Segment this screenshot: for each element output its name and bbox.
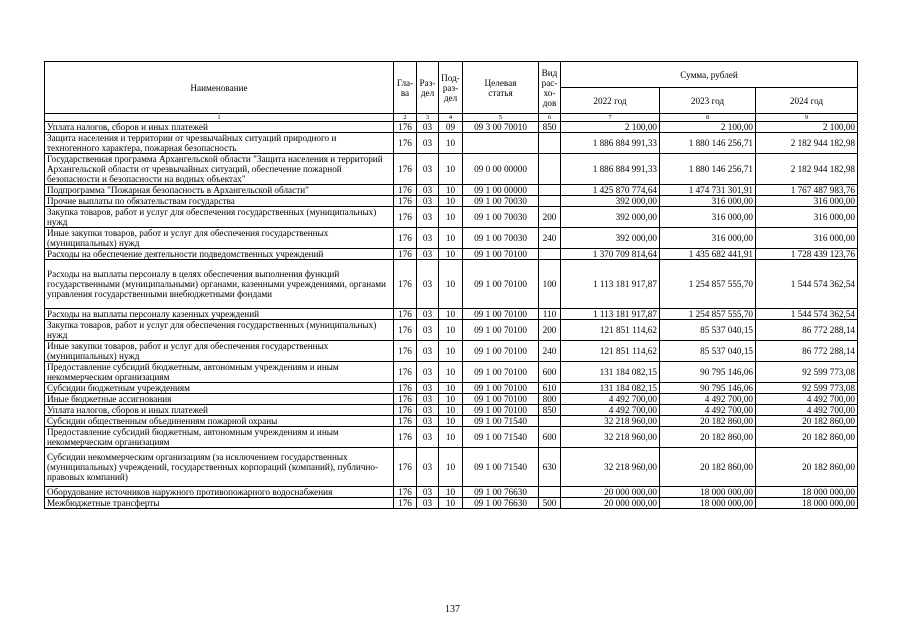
row-podrazdel: 10: [439, 133, 463, 154]
row-sum-2024: 2 182 944 182,98: [756, 133, 858, 154]
row-sum-2024: 92 599 773,08: [756, 362, 858, 383]
column-index: 2: [394, 114, 417, 122]
row-razdel: 03: [417, 260, 439, 309]
row-razdel: 03: [417, 122, 439, 133]
row-sum-2022: 392 000,00: [561, 207, 660, 228]
row-name: Расходы на обеспечение деятельности подведомственных учреждений: [45, 249, 394, 260]
row-sum-2023: 1 880 146 256,71: [660, 133, 756, 154]
row-sum-2022: 1 113 181 917,87: [561, 260, 660, 309]
row-podrazdel: 10: [439, 448, 463, 487]
row-vid: 630: [539, 448, 561, 487]
row-glava: 176: [394, 320, 417, 341]
row-name: Иные закупки товаров, работ и услуг для обеспечения государственных (муниципальных) нужд: [45, 341, 394, 362]
column-index: 8: [660, 114, 756, 122]
row-sum-2023: 316 000,00: [660, 207, 756, 228]
row-vid: 240: [539, 228, 561, 249]
row-statya: 09 1 00 70100: [463, 383, 539, 394]
row-sum-2024: 4 492 700,00: [756, 405, 858, 416]
row-razdel: 03: [417, 309, 439, 320]
row-glava: 176: [394, 383, 417, 394]
row-name: Межбюджетные трансферты: [45, 498, 394, 509]
row-glava: 176: [394, 487, 417, 498]
row-statya: 09 1 00 70030: [463, 207, 539, 228]
header-year-2022: 2022 год: [561, 88, 660, 114]
row-statya: 09 1 00 71540: [463, 416, 539, 427]
column-index: 7: [561, 114, 660, 122]
row-sum-2024: 20 182 860,00: [756, 416, 858, 427]
table-row: [45, 383, 858, 394]
row-name: Защита населения и территории от чрезвычайных ситуаций природного и техногенного характера, пожарная безопасность: [45, 133, 394, 154]
row-sum-2024: 86 772 288,14: [756, 320, 858, 341]
header-year-2023: 2023 год: [660, 88, 756, 114]
row-razdel: 03: [417, 416, 439, 427]
row-name: Расходы на выплаты персоналу в целях обеспечения выполнения функций государственными (муниципальными) органами, казенными учреждениями, органами управления государственными внебюджетными фондами: [45, 260, 394, 309]
budget-table: [44, 61, 858, 509]
row-statya: 09 1 00 76630: [463, 487, 539, 498]
row-statya: 09 1 00 70030: [463, 196, 539, 207]
column-index: 6: [539, 114, 561, 122]
row-glava: 176: [394, 196, 417, 207]
table-body: [45, 122, 858, 509]
row-vid: 800: [539, 394, 561, 405]
table-row: [45, 196, 858, 207]
row-razdel: 03: [417, 207, 439, 228]
row-glava: 176: [394, 309, 417, 320]
row-glava: 176: [394, 122, 417, 133]
row-sum-2023: 1 435 682 441,91: [660, 249, 756, 260]
row-vid: 610: [539, 383, 561, 394]
row-podrazdel: 09: [439, 122, 463, 133]
row-razdel: 03: [417, 185, 439, 196]
row-razdel: 03: [417, 341, 439, 362]
row-sum-2023: 4 492 700,00: [660, 405, 756, 416]
row-sum-2022: 32 218 960,00: [561, 448, 660, 487]
row-sum-2022: 32 218 960,00: [561, 416, 660, 427]
row-glava: 176: [394, 362, 417, 383]
row-glava: 176: [394, 427, 417, 448]
row-vid: 850: [539, 405, 561, 416]
row-podrazdel: 10: [439, 260, 463, 309]
row-glava: 176: [394, 185, 417, 196]
header-glava: Гла- ва: [394, 62, 417, 114]
row-sum-2022: 121 851 114,62: [561, 320, 660, 341]
row-glava: 176: [394, 405, 417, 416]
row-sum-2022: 1 370 709 814,64: [561, 249, 660, 260]
row-name: Уплата налогов, сборов и иных платежей: [45, 122, 394, 133]
row-sum-2022: 20 000 000,00: [561, 487, 660, 498]
row-statya: 09 1 00 71540: [463, 427, 539, 448]
row-name: Уплата налогов, сборов и иных платежей: [45, 405, 394, 416]
row-podrazdel: 10: [439, 487, 463, 498]
table-row: [45, 185, 858, 196]
row-sum-2024: 92 599 773,08: [756, 383, 858, 394]
row-sum-2023: 85 537 040,15: [660, 320, 756, 341]
row-sum-2022: 121 851 114,62: [561, 341, 660, 362]
row-sum-2023: 18 000 000,00: [660, 487, 756, 498]
row-sum-2024: 86 772 288,14: [756, 341, 858, 362]
header-year-2024: 2024 год: [756, 88, 858, 114]
table-row: [45, 228, 858, 249]
table-row: [45, 309, 858, 320]
row-sum-2024: 20 182 860,00: [756, 448, 858, 487]
row-sum-2024: 316 000,00: [756, 228, 858, 249]
row-sum-2023: 20 182 860,00: [660, 416, 756, 427]
row-glava: 176: [394, 249, 417, 260]
header-vid: Вид рас- хо- дов: [539, 62, 561, 114]
row-statya: 09 1 00 76630: [463, 498, 539, 509]
row-vid: 200: [539, 320, 561, 341]
row-sum-2024: 20 182 860,00: [756, 427, 858, 448]
row-statya: 09 1 00 70100: [463, 362, 539, 383]
column-index: 9: [756, 114, 858, 122]
row-vid: 240: [539, 341, 561, 362]
row-podrazdel: 10: [439, 207, 463, 228]
table-row: [45, 154, 858, 185]
row-sum-2024: 316 000,00: [756, 207, 858, 228]
row-razdel: 03: [417, 383, 439, 394]
row-vid: [539, 487, 561, 498]
row-vid: 100: [539, 260, 561, 309]
row-podrazdel: 10: [439, 405, 463, 416]
row-podrazdel: 10: [439, 383, 463, 394]
table-row: [45, 207, 858, 228]
row-sum-2023: 2 100,00: [660, 122, 756, 133]
row-name: Закупка товаров, работ и услуг для обеспечения государственных (муниципальных) нужд: [45, 320, 394, 341]
row-vid: [539, 133, 561, 154]
row-statya: [463, 133, 539, 154]
row-razdel: 03: [417, 427, 439, 448]
row-podrazdel: 10: [439, 427, 463, 448]
row-sum-2022: 1 886 884 991,33: [561, 133, 660, 154]
row-sum-2022: 4 492 700,00: [561, 405, 660, 416]
table-row: [45, 122, 858, 133]
row-glava: 176: [394, 448, 417, 487]
column-index: 4: [439, 114, 463, 122]
row-sum-2023: 4 492 700,00: [660, 394, 756, 405]
row-name: Предоставление субсидий бюджетным, автономным учреждениям и иным некоммерческим организациям: [45, 427, 394, 448]
row-glava: 176: [394, 498, 417, 509]
row-name: Иные бюджетные ассигнования: [45, 394, 394, 405]
table-header: [45, 62, 858, 122]
row-sum-2022: 131 184 082,15: [561, 383, 660, 394]
column-index: 1: [45, 114, 394, 122]
header-statya: Целевая статья: [463, 62, 539, 114]
row-podrazdel: 10: [439, 309, 463, 320]
row-sum-2023: 20 182 860,00: [660, 448, 756, 487]
header-name: Наименование: [45, 62, 394, 114]
row-sum-2024: 4 492 700,00: [756, 394, 858, 405]
row-podrazdel: 10: [439, 196, 463, 207]
row-sum-2023: 1 880 146 256,71: [660, 154, 756, 185]
row-sum-2023: 90 795 146,06: [660, 362, 756, 383]
row-glava: 176: [394, 207, 417, 228]
table-row: [45, 260, 858, 309]
row-podrazdel: 10: [439, 154, 463, 185]
row-sum-2022: 2 100,00: [561, 122, 660, 133]
row-podrazdel: 10: [439, 341, 463, 362]
table-row: [45, 341, 858, 362]
column-index: 3: [417, 114, 439, 122]
row-sum-2023: 85 537 040,15: [660, 341, 756, 362]
row-name: Иные закупки товаров, работ и услуг для обеспечения государственных (муниципальных) нужд: [45, 228, 394, 249]
row-sum-2023: 1 254 857 555,70: [660, 260, 756, 309]
row-sum-2022: 32 218 960,00: [561, 427, 660, 448]
row-statya: 09 1 00 70100: [463, 394, 539, 405]
row-statya: 09 1 00 70030: [463, 228, 539, 249]
table-row: [45, 487, 858, 498]
row-sum-2022: 131 184 082,15: [561, 362, 660, 383]
row-name: Прочие выплаты по обязательствам государства: [45, 196, 394, 207]
column-index: 5: [463, 114, 539, 122]
row-statya: 09 1 00 70100: [463, 249, 539, 260]
row-glava: 176: [394, 154, 417, 185]
row-glava: 176: [394, 260, 417, 309]
table-row: [45, 405, 858, 416]
header-razdel: Раз- дел: [417, 62, 439, 114]
table-row: [45, 249, 858, 260]
row-razdel: 03: [417, 228, 439, 249]
row-sum-2023: 316 000,00: [660, 196, 756, 207]
row-vid: 200: [539, 207, 561, 228]
row-statya: 09 1 00 71540: [463, 448, 539, 487]
table-row: [45, 394, 858, 405]
row-podrazdel: 10: [439, 394, 463, 405]
row-sum-2023: 90 795 146,06: [660, 383, 756, 394]
row-statya: 09 0 00 00000: [463, 154, 539, 185]
row-sum-2023: 20 182 860,00: [660, 427, 756, 448]
row-razdel: 03: [417, 498, 439, 509]
row-vid: 600: [539, 427, 561, 448]
row-razdel: 03: [417, 487, 439, 498]
row-name: Субсидии бюджетным учреждениям: [45, 383, 394, 394]
row-razdel: 03: [417, 154, 439, 185]
row-sum-2022: 1 425 870 774,64: [561, 185, 660, 196]
row-podrazdel: 10: [439, 228, 463, 249]
header-summa: Сумма, рублей: [561, 62, 858, 88]
row-sum-2024: 18 000 000,00: [756, 487, 858, 498]
row-razdel: 03: [417, 320, 439, 341]
table-row: [45, 362, 858, 383]
row-statya: 09 1 00 70100: [463, 341, 539, 362]
row-sum-2022: 392 000,00: [561, 228, 660, 249]
row-razdel: 03: [417, 249, 439, 260]
row-name: Закупка товаров, работ и услуг для обеспечения государственных (муниципальных) нужд: [45, 207, 394, 228]
row-podrazdel: 10: [439, 185, 463, 196]
row-glava: 176: [394, 228, 417, 249]
row-vid: [539, 416, 561, 427]
row-podrazdel: 10: [439, 320, 463, 341]
page-number: 137: [445, 604, 460, 615]
row-vid: 600: [539, 362, 561, 383]
row-name: Оборудование источников наружного противопожарного водоснабжения: [45, 487, 394, 498]
row-razdel: 03: [417, 362, 439, 383]
row-razdel: 03: [417, 448, 439, 487]
row-sum-2022: 1 113 181 917,87: [561, 309, 660, 320]
row-vid: [539, 196, 561, 207]
header-podrazdel: Под- раз- дел: [439, 62, 463, 114]
row-name: Субсидии общественным объединениям пожарной охраны: [45, 416, 394, 427]
row-name: Субсидии некоммерческим организациям (за исключением государственных (муниципальных) учреждений, государственных корпораций (компаний), публично-правовых компаний): [45, 448, 394, 487]
row-sum-2023: 1 254 857 555,70: [660, 309, 756, 320]
row-razdel: 03: [417, 196, 439, 207]
table-row: [45, 133, 858, 154]
row-glava: 176: [394, 394, 417, 405]
row-sum-2024: 1 767 487 983,76: [756, 185, 858, 196]
row-sum-2024: 1 728 439 123,76: [756, 249, 858, 260]
row-sum-2024: 2 182 944 182,98: [756, 154, 858, 185]
row-sum-2023: 18 000 000,00: [660, 498, 756, 509]
row-statya: 09 3 00 70010: [463, 122, 539, 133]
row-podrazdel: 10: [439, 416, 463, 427]
row-vid: [539, 185, 561, 196]
row-sum-2023: 1 474 731 301,91: [660, 185, 756, 196]
row-sum-2024: 1 544 574 362,54: [756, 260, 858, 309]
row-vid: [539, 154, 561, 185]
row-vid: 500: [539, 498, 561, 509]
row-statya: 09 1 00 70100: [463, 405, 539, 416]
row-vid: 110: [539, 309, 561, 320]
row-vid: 850: [539, 122, 561, 133]
row-razdel: 03: [417, 405, 439, 416]
row-sum-2023: 316 000,00: [660, 228, 756, 249]
row-sum-2022: 1 886 884 991,33: [561, 154, 660, 185]
table-row: [45, 448, 858, 487]
row-sum-2022: 392 000,00: [561, 196, 660, 207]
table-row: [45, 498, 858, 509]
row-glava: 176: [394, 133, 417, 154]
row-name: Расходы на выплаты персоналу казенных учреждений: [45, 309, 394, 320]
table-row: [45, 427, 858, 448]
table-row: [45, 320, 858, 341]
row-statya: 09 1 00 70100: [463, 260, 539, 309]
row-podrazdel: 10: [439, 498, 463, 509]
row-statya: 09 1 00 00000: [463, 185, 539, 196]
row-sum-2022: 20 000 000,00: [561, 498, 660, 509]
row-statya: 09 1 00 70100: [463, 320, 539, 341]
table-row: [45, 416, 858, 427]
row-razdel: 03: [417, 394, 439, 405]
column-index-row: [45, 114, 858, 122]
row-sum-2024: 1 544 574 362,54: [756, 309, 858, 320]
row-name: Подпрограмма "Пожарная безопасность в Архангельской области": [45, 185, 394, 196]
row-statya: 09 1 00 70100: [463, 309, 539, 320]
row-vid: [539, 249, 561, 260]
row-podrazdel: 10: [439, 249, 463, 260]
row-sum-2024: 316 000,00: [756, 196, 858, 207]
row-name: Государственная программа Архангельской области "Защита населения и территорий Архангельской области от чрезвычайных ситуаций, обеспечение пожарной безопасности и безопасности на водных объектах": [45, 154, 394, 185]
row-podrazdel: 10: [439, 362, 463, 383]
row-sum-2024: 18 000 000,00: [756, 498, 858, 509]
row-glava: 176: [394, 416, 417, 427]
row-name: Предоставление субсидий бюджетным, автономным учреждениям и иным некоммерческим организациям: [45, 362, 394, 383]
row-razdel: 03: [417, 133, 439, 154]
row-glava: 176: [394, 341, 417, 362]
row-sum-2022: 4 492 700,00: [561, 394, 660, 405]
row-sum-2024: 2 100,00: [756, 122, 858, 133]
